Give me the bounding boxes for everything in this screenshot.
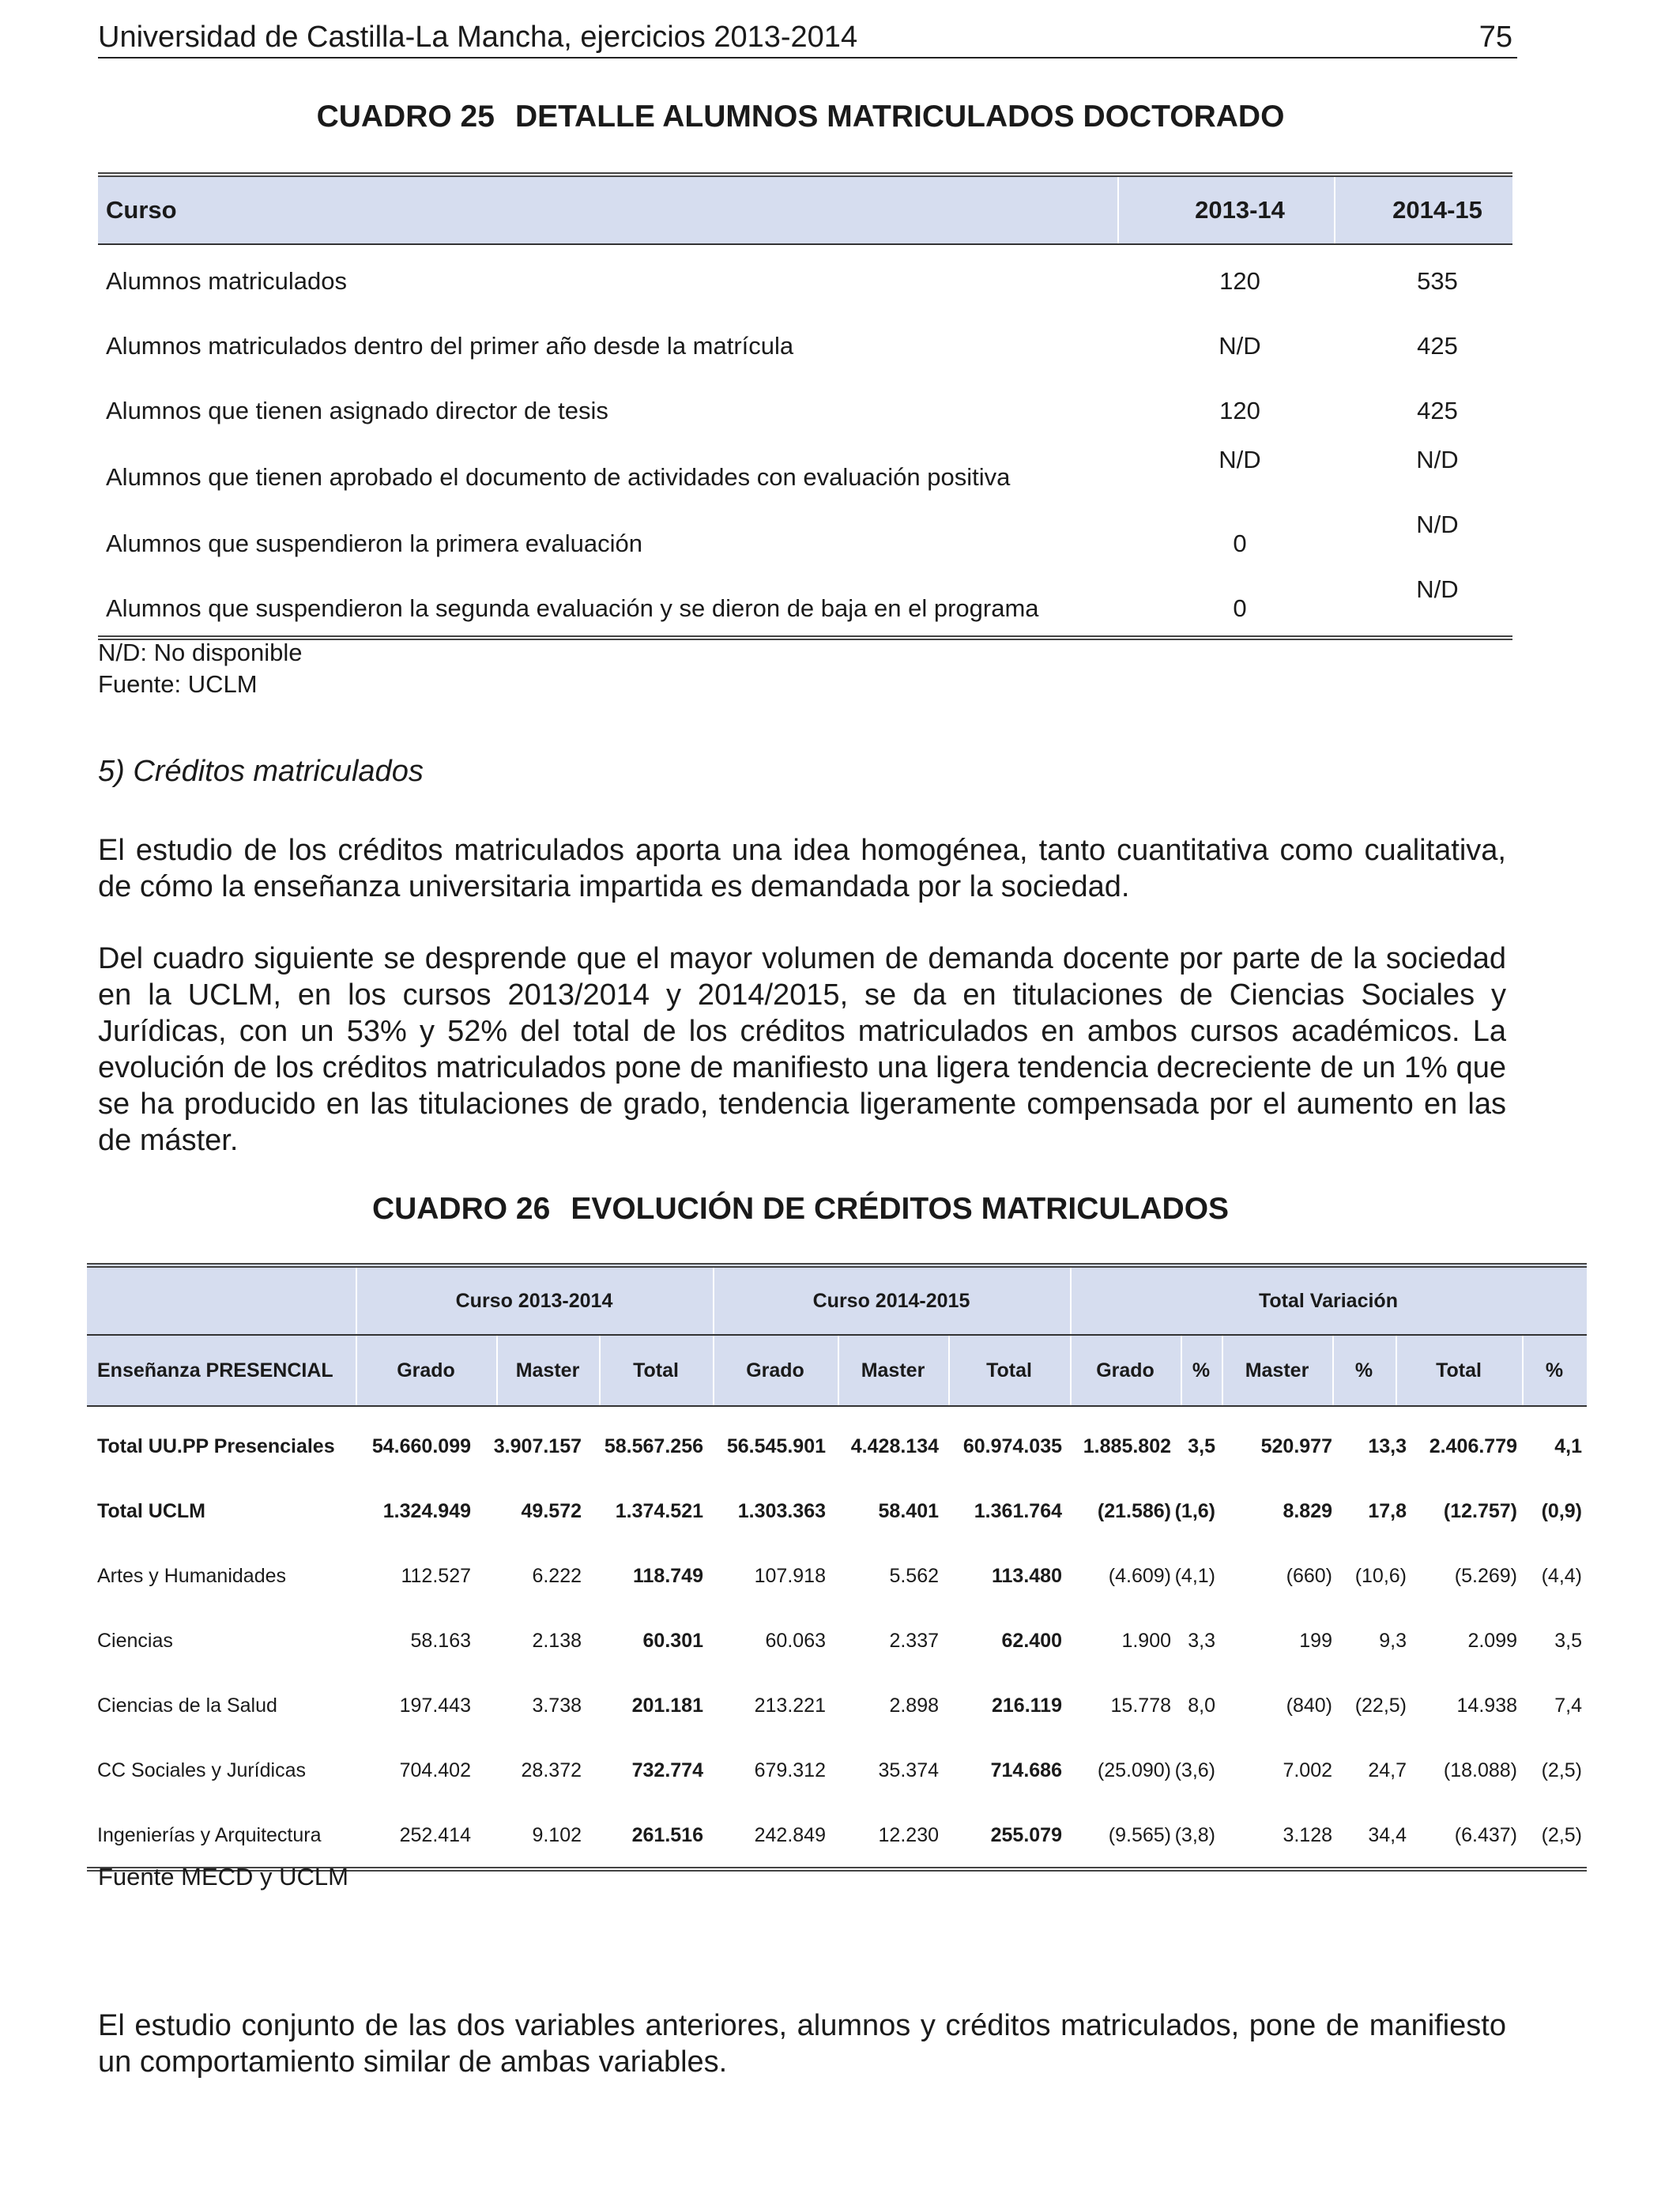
table-cell: (3,8): [1174, 1824, 1215, 1846]
table-cell: (0,9): [1541, 1500, 1582, 1522]
table-cell: (840): [1286, 1695, 1332, 1717]
table-row: [87, 1608, 1587, 1672]
cuadro25-header-curso: Curso: [106, 196, 177, 224]
table-cell: 7.002: [1283, 1759, 1332, 1781]
table-row: [98, 446, 1512, 511]
table-cell: (2,5): [1541, 1824, 1582, 1846]
table-cell: 1.324.949: [382, 1500, 471, 1522]
row-value-2013: 0: [1233, 594, 1247, 622]
row-value-2014: 535: [1417, 267, 1458, 295]
table-cell: 6.222: [532, 1565, 582, 1587]
row-label: Alumnos matriculados dentro del primer año desde la matrícula: [106, 332, 794, 360]
row-value-2014: N/D: [1416, 575, 1459, 603]
table-cell: 3,5: [1188, 1435, 1215, 1457]
row-label: Alumnos que tienen aprobado el documento de actividades con evaluación positiva: [106, 463, 1011, 491]
row-label: Alumnos matriculados: [106, 267, 347, 295]
table-cell: 3.128: [1283, 1824, 1332, 1846]
table-cell: 7,4: [1554, 1695, 1582, 1717]
col-header: Grado: [746, 1359, 804, 1382]
table-row: [98, 381, 1512, 446]
table-cell: 113.480: [992, 1565, 1062, 1587]
paragraph-2: Del cuadro siguiente se desprende que el mayor volumen de demanda docente por parte de la sociedad en la UCLM, en los cursos 2013/2014 y 2014/2015, se da en titulaciones de Ciencias Sociales y Jurídicas, con un 53% y 52% del total de los créditos matriculados en ambos cursos académicos. La evolución de los créditos matriculados pone de manifiesto una ligera tendencia decreciente de un 1% que se ha producido en las titulaciones de grado, tendencia ligeramente compensada por el aumento en las de máster.: [98, 942, 1506, 1157]
table-cell: 199: [1299, 1630, 1332, 1652]
table-cell: 252.414: [399, 1824, 471, 1846]
row-value-2014: N/D: [1416, 446, 1459, 473]
cuadro25-header-2014: 2014-15: [1392, 196, 1482, 224]
row-value-2013: 120: [1219, 397, 1260, 424]
table-cell: 216.119: [992, 1695, 1062, 1717]
group-header-2013: Curso 2013-2014: [455, 1290, 613, 1312]
row-label: Alumnos que suspendieron la primera evaluación: [106, 530, 642, 557]
cuadro25-header-row: [98, 177, 1512, 245]
table-cell: 60.063: [765, 1630, 826, 1652]
col-header: Grado: [397, 1359, 455, 1382]
table-cell: 2.337: [889, 1630, 939, 1652]
table-cell: 732.774: [631, 1759, 703, 1781]
row-value-2014: 425: [1417, 332, 1458, 360]
col-header: %: [1192, 1359, 1211, 1382]
table-cell: 35.374: [878, 1759, 939, 1781]
table-cell: 34,4: [1368, 1824, 1407, 1846]
table-cell: 704.402: [399, 1759, 471, 1781]
table-cell: 12.230: [878, 1824, 939, 1846]
cuadro26-source: Fuente MECD y UCLM: [98, 1863, 348, 1891]
table-cell: 58.567.256: [604, 1435, 703, 1457]
table-cell: 118.749: [633, 1565, 703, 1587]
table-cell: (3,6): [1174, 1759, 1215, 1781]
cuadro26-caption-text: EVOLUCIÓN DE CRÉDITOS MATRICULADOS: [571, 1192, 1230, 1226]
cuadro26-column-header-row: [87, 1334, 1587, 1407]
table-cell: 3.907.157: [493, 1435, 582, 1457]
table-cell: (5.269): [1454, 1565, 1517, 1587]
table-cell: (1,6): [1174, 1500, 1215, 1522]
table-cell: 49.572: [521, 1500, 582, 1522]
table-cell: 1.900: [1121, 1630, 1171, 1652]
page-number: 75: [1478, 21, 1512, 54]
header-title: Universidad de Castilla-La Mancha, ejercicios 2013-2014: [98, 21, 858, 54]
table-cell: 1.361.764: [974, 1500, 1062, 1522]
table-cell: 201.181: [631, 1695, 703, 1717]
table-cell: (12.757): [1443, 1500, 1517, 1522]
table-cell: (4.609): [1108, 1565, 1171, 1587]
table-cell: 56.545.901: [726, 1435, 826, 1457]
row-value-2013: N/D: [1219, 332, 1261, 360]
group-header-variacion: Total Variación: [1259, 1290, 1398, 1312]
table-cell: (4,4): [1541, 1565, 1582, 1587]
table-cell: 3,5: [1554, 1630, 1582, 1652]
table-cell: (25.090): [1097, 1759, 1171, 1781]
table-cell: 2.138: [532, 1630, 582, 1652]
table-cell: 28.372: [521, 1759, 582, 1781]
cuadro26-table: [87, 1263, 1587, 1872]
row-label: Alumnos que suspendieron la segunda evaluación y se dieron de baja en el programa: [106, 594, 1039, 622]
table-cell: (21.586): [1097, 1500, 1171, 1522]
table-cell: 5.562: [889, 1565, 939, 1587]
table-cell: (18.088): [1443, 1759, 1517, 1781]
closing-paragraph: El estudio conjunto de las dos variables anteriores, alumnos y créditos matriculados, pone de manifiesto un comportamiento similar de ambas variables.: [98, 2009, 1506, 2079]
cuadro25-caption: [0, 100, 1601, 134]
table-cell: (660): [1286, 1565, 1332, 1587]
table-cell: 261.516: [631, 1824, 703, 1846]
table-cell: 1.303.363: [737, 1500, 826, 1522]
table-cell: 4,1: [1554, 1435, 1582, 1457]
table-cell: (4,1): [1174, 1565, 1215, 1587]
table-row: [98, 511, 1512, 575]
table-row: [98, 251, 1512, 316]
table-cell: 54.660.099: [371, 1435, 471, 1457]
cuadro25-caption-num: CUADRO 25: [316, 100, 495, 134]
table-cell: 197.443: [399, 1695, 471, 1717]
cuadro25-note: N/D: No disponible: [98, 639, 303, 666]
cuadro25-caption-text: DETALLE ALUMNOS MATRICULADOS DOCTORADO: [514, 100, 1285, 134]
table-cell: 60.974.035: [962, 1435, 1062, 1457]
col-header: Enseñanza PRESENCIAL: [97, 1359, 333, 1382]
col-header: %: [1545, 1359, 1564, 1382]
cuadro26-caption: [0, 1192, 1601, 1227]
row-value-2013: 120: [1219, 267, 1260, 295]
row-value-2013: 0: [1233, 530, 1247, 557]
table-cell: 714.686: [990, 1759, 1062, 1781]
table-cell: 1.885.802: [1083, 1435, 1171, 1457]
table-row: [87, 1413, 1587, 1478]
table-cell: 3.738: [532, 1695, 582, 1717]
table-cell: 17,8: [1368, 1500, 1407, 1522]
table-cell: 1.374.521: [615, 1500, 703, 1522]
table-cell: 2.406.779: [1429, 1435, 1517, 1457]
cuadro25-source: Fuente: UCLM: [98, 670, 258, 698]
cuadro26-caption-num: CUADRO 26: [371, 1192, 551, 1226]
table-cell: 679.312: [754, 1759, 826, 1781]
table-row: [98, 316, 1512, 381]
row-label: Ciencias de la Salud: [97, 1695, 277, 1717]
table-cell: 14.938: [1456, 1695, 1517, 1717]
group-header-2014: Curso 2014-2015: [812, 1290, 970, 1312]
table-cell: 255.079: [990, 1824, 1062, 1846]
table-cell: 8.829: [1283, 1500, 1332, 1522]
col-header: Master: [1245, 1359, 1309, 1382]
table-cell: 24,7: [1368, 1759, 1407, 1781]
table-cell: (10,6): [1354, 1565, 1407, 1587]
section-title: 5) Créditos matriculados: [98, 755, 424, 788]
table-cell: 60.301: [642, 1630, 703, 1652]
table-cell: 8,0: [1188, 1695, 1215, 1717]
table-cell: 62.400: [1001, 1630, 1062, 1652]
table-row: [87, 1478, 1587, 1543]
cuadro25-header-2013: 2013-14: [1195, 196, 1285, 224]
table-cell: 4.428.134: [850, 1435, 939, 1457]
col-header: Master: [515, 1359, 580, 1382]
paragraph-1: El estudio de los créditos matriculados aporta una idea homogénea, tanto cuantitativa como cualitativa, de cómo la enseñanza universitaria impartida es demandada por la sociedad.: [98, 834, 1506, 903]
table-cell: (6.437): [1454, 1824, 1517, 1846]
row-label: Artes y Humanidades: [97, 1565, 287, 1587]
table-cell: 9,3: [1379, 1630, 1407, 1652]
row-value-2013: N/D: [1219, 446, 1261, 473]
table-cell: 520.977: [1260, 1435, 1332, 1457]
row-label: Alumnos que tienen asignado director de tesis: [106, 397, 608, 424]
col-header: Total: [986, 1359, 1032, 1382]
row-value-2014: N/D: [1416, 511, 1459, 538]
table-cell: 2.898: [889, 1695, 939, 1717]
row-label: Total UCLM: [97, 1500, 206, 1522]
table-row: [87, 1672, 1587, 1737]
table-cell: 58.163: [410, 1630, 471, 1652]
table-cell: (9.565): [1108, 1824, 1171, 1846]
table-cell: 112.527: [401, 1565, 471, 1587]
row-value-2014: 425: [1417, 397, 1458, 424]
row-label: Total UU.PP Presenciales: [97, 1435, 335, 1457]
cuadro25-table: [98, 172, 1512, 640]
table-cell: (22,5): [1354, 1695, 1407, 1717]
col-header: %: [1354, 1359, 1373, 1382]
row-label: Ciencias: [97, 1630, 173, 1652]
col-header: Total: [633, 1359, 679, 1382]
table-cell: 213.221: [754, 1695, 826, 1717]
col-header: Total: [1436, 1359, 1482, 1382]
row-label: Ingenierías y Arquitectura: [97, 1824, 322, 1846]
cuadro26-body: [87, 1413, 1587, 1872]
row-label: CC Sociales y Jurídicas: [97, 1759, 306, 1781]
table-row: [98, 575, 1512, 640]
table-cell: (2,5): [1541, 1759, 1582, 1781]
col-header: Master: [861, 1359, 925, 1382]
col-header: Grado: [1096, 1359, 1155, 1382]
table-row: [87, 1543, 1587, 1608]
table-cell: 107.918: [754, 1565, 826, 1587]
table-cell: 9.102: [532, 1824, 582, 1846]
table-row: [87, 1737, 1587, 1802]
running-header: [98, 17, 1517, 58]
table-cell: 242.849: [754, 1824, 826, 1846]
table-cell: 58.401: [878, 1500, 939, 1522]
cuadro26-group-header-row: [87, 1263, 1587, 1334]
table-cell: 2.099: [1467, 1630, 1517, 1652]
table-cell: 15.778: [1110, 1695, 1171, 1717]
table-cell: 3,3: [1188, 1630, 1215, 1652]
table-cell: 13,3: [1368, 1435, 1407, 1457]
